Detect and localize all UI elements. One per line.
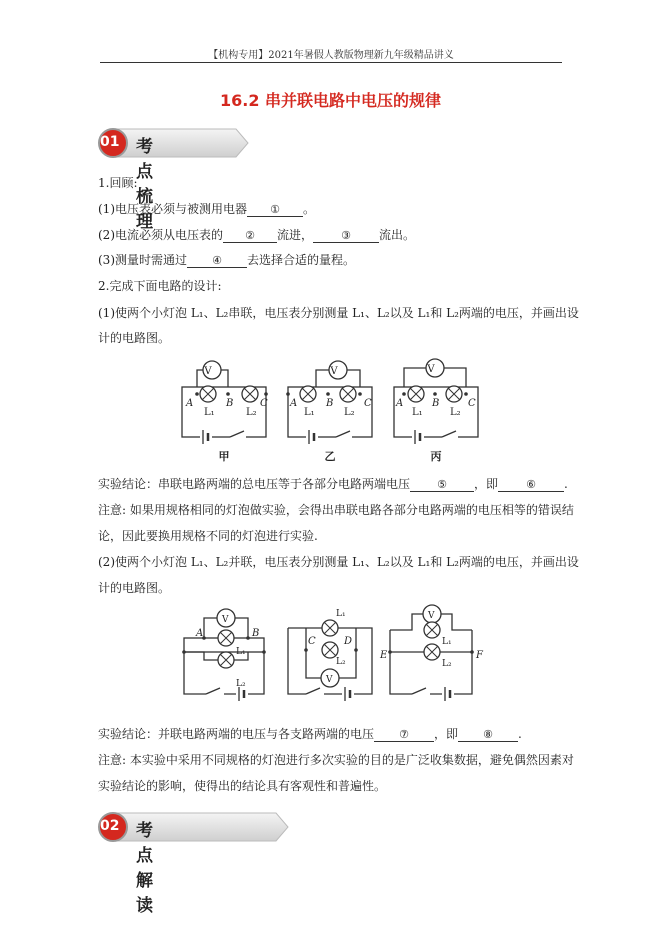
node-label: D — [344, 636, 353, 647]
lamp-label: L₂ — [336, 657, 346, 667]
blank-6: ⑥ — [498, 478, 564, 492]
blank-8: ⑧ — [458, 728, 518, 742]
node-label: A — [290, 398, 298, 409]
parallel-circuits-figure — [176, 600, 486, 710]
lamp-label: L₂ — [236, 679, 246, 689]
page-title: 16.2 串并联电路中电压的规律 — [219, 91, 442, 110]
voltmeter-label: V — [428, 611, 435, 621]
text: . — [564, 477, 568, 491]
series-circuits-figure — [170, 350, 480, 465]
node-label: C — [364, 398, 372, 409]
review-line-3 — [98, 253, 355, 268]
lamp-label: L₂ — [442, 659, 452, 669]
node-label: C — [468, 398, 476, 409]
text: 实验结论：串联电路两端的总电压等于各部分电路两端电压 — [98, 477, 411, 491]
blank-7: ⑦ — [374, 728, 434, 742]
design-heading: 2.完成下面电路的设计: — [98, 279, 222, 293]
voltmeter-label: V — [330, 366, 338, 377]
header-rule — [100, 62, 562, 63]
lamp-label: L₁ — [412, 407, 423, 418]
review-heading: 1.回顾: — [98, 176, 138, 190]
text: 流出。 — [379, 228, 416, 242]
node-label: B — [226, 398, 234, 409]
parallel-task-line-1: (2)使两个小灯泡 L₁、L₂并联，电压表分别测量 L₁、L₂以及 L₁和 L₂两端的电压，并画出设 — [98, 555, 579, 569]
voltmeter-label: V — [222, 615, 229, 625]
parallel-task-line-2: 计的电路图。 — [98, 581, 171, 595]
series-task-line-2: 计的电路图。 — [98, 331, 171, 345]
text: ，即 — [474, 477, 499, 491]
text: (1)电压表必须与被测用电器 — [98, 202, 247, 216]
note-2-line-2: 实验结论的影响，使得出的结论具有客观性和普遍性。 — [98, 779, 387, 793]
lamp-label: L₂ — [450, 407, 461, 418]
node-label: E — [380, 650, 388, 661]
node-label: B — [326, 398, 334, 409]
node-label: A — [186, 398, 194, 409]
figure-label-yi: 乙 — [324, 450, 336, 463]
section-number: 02 — [100, 818, 120, 834]
node-label: C — [260, 398, 268, 409]
lamp-label: L₂ — [246, 407, 257, 418]
section-label: 考点解读 — [136, 821, 165, 916]
note-2-line-1: 注意: 本实验中采用不同规格的灯泡进行多次实验的目的是广泛收集数据，避免偶然因素对 — [98, 753, 574, 767]
node-label: A — [196, 628, 204, 639]
series-task-line-1: (1)使两个小灯泡 L₁、L₂串联，电压表分别测量 L₁、L₂以及 L₁和 L₂两端的电压，并画出设 — [98, 306, 579, 320]
text: 实验结论：并联电路两端的电压与各支路两端的电压 — [98, 727, 375, 741]
blank-1: ① — [247, 203, 303, 217]
page-header: 【机构专用】2021年暑假人教版物理新九年级精品讲义 — [208, 50, 454, 61]
blank-4: ④ — [187, 254, 247, 268]
banner-shape — [96, 810, 296, 844]
blank-3: ③ — [313, 229, 379, 243]
text: 。 — [303, 202, 316, 216]
section-label: 考点梳理 — [136, 137, 161, 232]
text: (2)电流必须从电压表的 — [98, 228, 223, 242]
node-label: B — [432, 398, 440, 409]
section-number: 01 — [100, 134, 120, 150]
note-1-line-2: 论，因此要换用规格不同的灯泡进行实验. — [98, 529, 318, 543]
text: ，即 — [434, 727, 459, 741]
series-conclusion — [98, 477, 568, 492]
lamp-label: L₁ — [442, 637, 452, 647]
text: . — [518, 727, 522, 741]
voltmeter-label: V — [204, 366, 212, 377]
text: 流进， — [277, 228, 314, 242]
node-label: F — [476, 650, 483, 661]
figure-label-jia: 甲 — [218, 450, 230, 463]
banner-shape — [96, 126, 256, 160]
blank-5: ⑤ — [410, 478, 474, 492]
node-label: A — [396, 398, 404, 409]
blank-2: ② — [223, 229, 277, 243]
figure-label-bing: 丙 — [430, 450, 442, 463]
parallel-conclusion — [98, 727, 522, 742]
node-label: B — [252, 628, 260, 639]
lamp-label: L₁ — [304, 407, 315, 418]
review-line-2 — [98, 228, 415, 243]
lamp-label: L₁ — [336, 609, 346, 619]
text: (3)测量时需通过 — [98, 253, 187, 267]
lamp-label: L₁ — [236, 647, 246, 657]
text: 去选择合适的量程。 — [247, 253, 356, 267]
lamp-label: L₂ — [344, 407, 355, 418]
voltmeter-label: V — [427, 364, 435, 375]
node-label: C — [308, 636, 316, 647]
note-1-line-1: 注意: 如果用规格相同的灯泡做实验，会得出串联电路各部分电路两端的电压相等的错误结 — [98, 503, 574, 517]
review-line-1 — [98, 202, 315, 217]
lamp-label: L₁ — [204, 407, 215, 418]
voltmeter-label: V — [326, 675, 333, 685]
